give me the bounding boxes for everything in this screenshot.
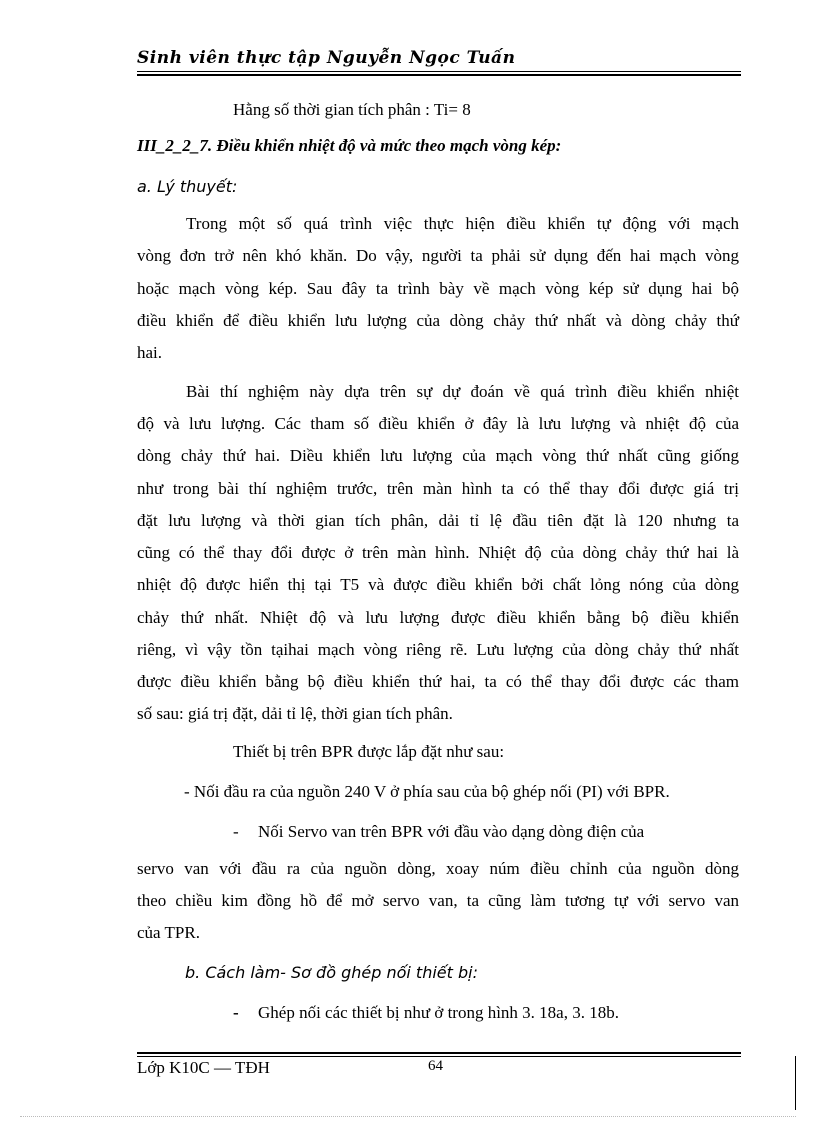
paragraph-line: vòng đơn trở nên khó khăn. Do vậy, người ta phải sử dụng đến hai mạch vòng (137, 246, 739, 265)
paragraph-line: nhiệt độ được hiển thị tại T5 và được điều khiển bởi chất lỏng nóng của dòng (137, 575, 739, 594)
paragraph-line: Bài thí nghiệm này dựa trên sự dự đoán về quá trình điều khiển nhiệt (186, 382, 739, 401)
paragraph-line: cũng có thể thay đổi được ở trên màn hình. Nhiệt độ của dòng chảy thứ hai là (137, 543, 739, 562)
subheading-method: b. Cách làm- Sơ đồ ghép nối thiết bị: (185, 963, 478, 982)
subheading-theory: a. Lý thuyết: (137, 177, 238, 196)
paragraph-line: theo chiều kim đồng hồ để mở servo van, ta cũng làm tương tự với servo van (137, 891, 739, 910)
section-heading: III_2_2_7. Điều khiển nhiệt độ và mức theo mạch vòng kép: (137, 136, 562, 155)
paragraph-line: điều khiển để điều khiển lưu lượng của dòng chảy thứ nhất và dòng chảy thứ (137, 311, 739, 330)
paragraph-line: được điều khiển bằng bộ điều khiển thứ hai, ta có thể thay đổi được các tham (137, 672, 739, 691)
header-rule-top (137, 71, 741, 72)
paragraph-line: của TPR. (137, 923, 200, 942)
list-item: - Nối đầu ra của nguồn 240 V ở phía sau của bộ ghép nối (PI) với BPR. (184, 782, 670, 801)
footer-rule-top (137, 1052, 741, 1054)
paragraph-line: servo van với đầu ra của nguồn dòng, xoay núm điều chỉnh của nguồn dòng (137, 859, 739, 878)
paragraph-line: độ và lưu lượng. Các tham số điều khiển ở đây là lưu lượng và nhiệt độ của (137, 414, 739, 433)
paragraph-line: số sau: giá trị đặt, dải tỉ lệ, thời gian tích phân. (137, 704, 453, 723)
list-item: Ghép nối các thiết bị như ở trong hình 3. 18a, 3. 18b. (258, 1003, 619, 1022)
paragraph-line: chảy thứ nhất. Nhiệt độ và lưu lượng được điều khiển bằng bộ điều khiển (137, 608, 739, 627)
footer-vertical-line (795, 1056, 796, 1110)
paragraph-line: Thiết bị trên BPR được lắp đặt như sau: (233, 742, 505, 761)
paragraph-line: đặt lưu lượng và thời gian tích phân, dải tỉ lệ đầu tiên đặt là 120 nhưng ta (137, 511, 739, 530)
page-bottom-dotted-line (20, 1116, 796, 1117)
footer-rule-bottom (137, 1056, 741, 1057)
paragraph-line: hai. (137, 343, 163, 362)
header-rule-bottom (137, 74, 741, 76)
paragraph-line: như trong bài thí nghiệm trước, trên màn hình ta có thể thay đổi được giá trị (137, 479, 739, 498)
page-number: 64 (428, 1058, 443, 1074)
paragraph-line: riêng, vì vậy tồn tạihai mạch vòng riêng rẽ. Lưu lượng của dòng chảy thứ nhất (137, 640, 739, 659)
paragraph-line: dòng chảy thứ hai. Diều khiển lưu lượng của mạch vòng thứ nhất cũng giống (137, 446, 739, 465)
bullet-mark: - (233, 1003, 239, 1022)
bullet-mark: - (233, 822, 239, 841)
paragraph-line: Trong một số quá trình việc thực hiện điều khiển tự động với mạch (186, 214, 739, 233)
integral-time-line: Hằng số thời gian tích phân : Ti= 8 (233, 100, 471, 119)
page-header: Sinh viên thực tập Nguyễn Ngọc Tuấn (137, 48, 516, 68)
list-item: Nối Servo van trên BPR với đầu vào dạng dòng điện của (258, 822, 645, 841)
footer-class-label: Lớp K10C — TĐH (137, 1058, 270, 1077)
paragraph-line: hoặc mạch vòng kép. Sau đây ta trình bày về mạch vòng kép sử dụng hai bộ (137, 279, 739, 298)
